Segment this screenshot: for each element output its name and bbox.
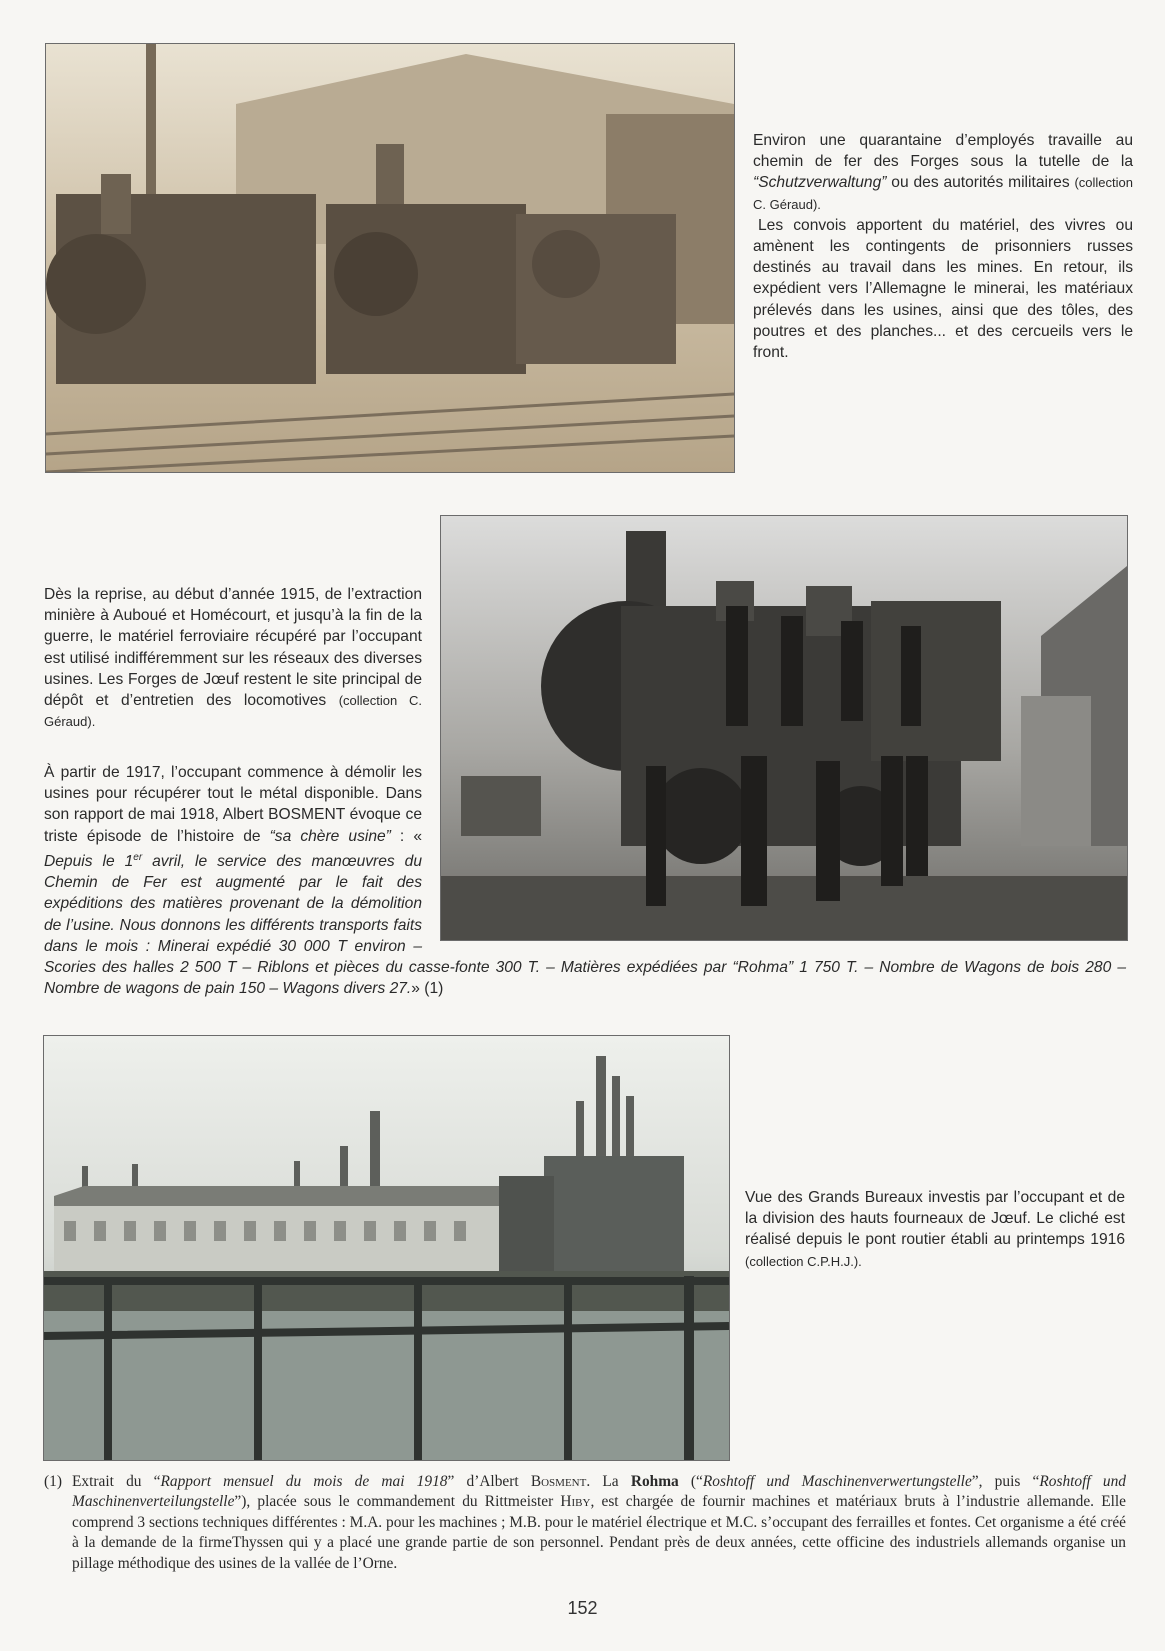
footnote-text: Extrait du “Rapport mensuel du mois de mai 1918” d’Albert Bosment. La Rohma (“Roshtoff und Maschinenverwertungstelle”, puis “Roshtoff und Maschinenverteilungstelle”), placée sous le commandement du Rittmeister Hiby, est chargée de fournir machines et matériaux bruts à l’industrie allemande. Elle comprend 3 sections techniques différentes : M.A. pour les machines ; M.B. pour le matériel électrique et M.C. s’occupant des ferrailles et fontes. Cet organisme a été créé à la demande de la firmeThyssen qui y a placé une grande partie de son personnel. Pendant près de deux années, cette officine des industriels allemands organise un pillage méthodique des usines de la vallée de l’Orne.	[72, 1473, 1126, 1572]
photo-grands-bureaux-image	[44, 1036, 729, 1460]
photo-locomotives-depot	[45, 43, 735, 473]
page-number: 152	[567, 1598, 598, 1618]
photo-locomotives-depot-image	[46, 44, 734, 472]
caption-locomotives	[753, 130, 1133, 363]
footnote-number: (1)	[44, 1473, 62, 1490]
caption-locomotives-p2: Les convois apportent du matériel, des vivres ou amènent les contingents de prisonniers russes destinés au travail dans les mines. En retour, ils expédient vers l’Allemagne le minerai, les matériaux prélevés dans les usines, ainsi que des tôles, des poutres et des planches... et des cercueils vers le front.	[753, 216, 1133, 362]
body-text-p1: Dès la reprise, au début d’année 1915, de l’extraction minière à Auboué et Homécourt, et jusqu’à la fin de la guerre, le matériel ferroviaire récupéré par l’occupant est utilisé indifféremment sur les réseaux des diverses usines. Les Forges de Jœuf restent le site principal de dépôt et d’entretien des locomotives (collection C. Géraud).	[44, 586, 422, 730]
caption-locomotives-p1: Environ une quarantaine d’employés travaille au chemin de fer des Forges sous la tutelle de la “Schutzverwaltung” ou des autorités militaires (collection C. Géraud).	[753, 132, 1133, 212]
photo-grands-bureaux	[43, 1035, 730, 1461]
wrap-spacer	[422, 762, 1126, 940]
body-text-demolition	[44, 762, 1126, 999]
caption-grands-bureaux-text: Vue des Grands Bureaux investis par l’occupant et de la division des hauts fourneaux de Jœuf. Le cliché est réalisé depuis le pont routier établi au printemps 1916 (collection C.P.H.J.).	[745, 1189, 1125, 1269]
caption-grands-bureaux	[745, 1187, 1125, 1272]
body-text-p2: À partir de 1917, l’occupant commence à démolir les usines pour récupérer tout le métal disponible. Dans son rapport de mai 1918, Albert BOSMENT évoque ce triste épisode de l’histoire de “sa chère usine” : « Depuis le 1er avril, le service des manœuvres du Chemin de Fer est augmenté par le fait des expéditions des matières provenant de la démolition de l’usine. Nous donnons les différents transports faits dans le mois : Minerai expédié 30 000 T environ – Scories des halles 2 500 T – Riblons et pièces du casse-fonte 300 T. – Matières expédiées par “Rohma” 1 750 T. – Nombre de Wagons de bois 280 – Nombre de wagons de pain 150 – Wagons divers 27.» (1)	[44, 764, 1126, 998]
body-text-railway	[44, 584, 422, 732]
footnote	[44, 1472, 1126, 1574]
